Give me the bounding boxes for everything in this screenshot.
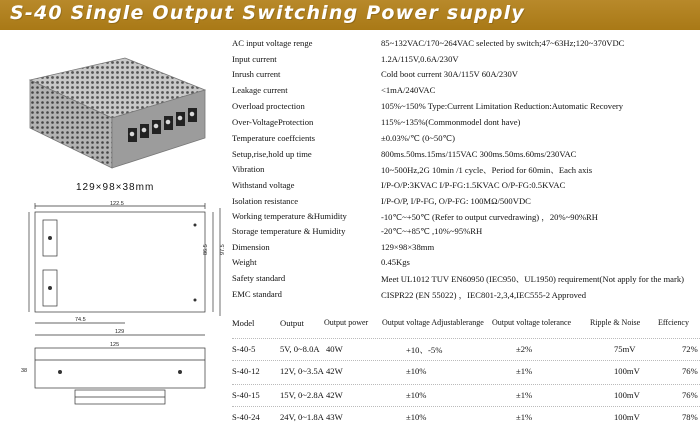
spec-value: I/P-O/P:3KVAC I/P-FG:1.5KVAC O/P-FG:0.5KVAC xyxy=(381,180,566,190)
drawing-label-width: 122.5 xyxy=(110,201,124,207)
spec-value: <1mA/240VAC xyxy=(381,85,436,95)
spec-value: 10~500Hz,2G 10min /1 cycle、Period for 60min、Each axis xyxy=(381,165,593,175)
row-divider xyxy=(232,406,700,407)
table-header-cell: Effciency xyxy=(658,318,689,327)
product-photo xyxy=(20,50,210,175)
table-cell: +10、-5% xyxy=(406,345,443,355)
spec-value: CISPR22 (EN 55022) ，IEC801-2,3,4,IEC555-2 Approved xyxy=(381,290,587,300)
table-header-cell: Ripple & Noise xyxy=(590,318,641,327)
table-cell: ±1% xyxy=(516,412,533,422)
table-cell: 76% xyxy=(682,366,698,376)
spec-label: Weight xyxy=(232,257,257,267)
table-cell: 78% xyxy=(682,412,698,422)
table-cell: 75mV xyxy=(614,344,636,354)
table-cell: S-40-15 xyxy=(232,390,260,400)
spec-value: 1.2A/115V,0.6A/230V xyxy=(381,54,459,64)
spec-value: -20℃~+85℃ ,10%~95%RH xyxy=(381,226,483,236)
spec-label: Storage temperature & Humidity xyxy=(232,226,346,236)
table-cell: 100mV xyxy=(614,366,640,376)
spec-value: 115%~135%(Commonmodel dont have) xyxy=(381,117,521,127)
table-cell: 76% xyxy=(682,390,698,400)
table-cell: S-40-12 xyxy=(232,366,260,376)
spec-label: EMC standard xyxy=(232,289,282,299)
spec-value: Cold boot current 30A/115V 60A/230V xyxy=(381,69,519,79)
drawing-label-74: 74.5 xyxy=(75,317,86,323)
table-header-cell: Model xyxy=(232,318,255,328)
table-cell: 24V, 0~1.8A xyxy=(280,412,324,422)
table-cell: ±1% xyxy=(516,366,533,376)
table-cell: 5V, 0~8.0A xyxy=(280,344,320,354)
spec-label: Temperature coeffcients xyxy=(232,133,315,143)
drawing-label-h2: 97.5 xyxy=(220,244,226,255)
spec-label: Working temperature &Humidity xyxy=(232,211,347,221)
spec-label: Dimension xyxy=(232,242,270,252)
spec-value: 0.45Kgs xyxy=(381,257,410,267)
table-cell: ±10% xyxy=(406,412,427,422)
spec-label: Vibration xyxy=(232,164,265,174)
dimensions-caption: 129×98×38mm xyxy=(76,182,155,193)
spec-label: Safety standard xyxy=(232,273,286,283)
spec-value: 85~132VAC/170~264VAC selected by switch;47~63Hz;120~370VDC xyxy=(381,38,625,48)
spec-label: Input current xyxy=(232,54,277,64)
row-divider xyxy=(232,360,700,361)
drawing-label-38: 38 xyxy=(21,368,28,374)
table-cell: 72% xyxy=(682,344,698,354)
table-cell: ±2% xyxy=(516,344,533,354)
table-cell: S-40-5 xyxy=(232,344,256,354)
drawing-label-length: 125 xyxy=(110,342,120,348)
spec-value: 800ms.50ms.15ms/115VAC 300ms.50ms.60ms/230VAC xyxy=(381,149,577,159)
spec-value: Meet UL1012 TUV EN60950 (IEC950、UL1950) requirement(Not apply for the mark) xyxy=(381,274,685,284)
spec-label: Leakage current xyxy=(232,85,288,95)
table-header-cell: Output voltage tolerance xyxy=(492,318,572,327)
table-cell: 100mV xyxy=(614,412,640,422)
spec-label: Overload proctection xyxy=(232,101,305,111)
table-cell: S-40-24 xyxy=(232,412,260,422)
table-cell: 100mV xyxy=(614,390,640,400)
table-header-cell: Output xyxy=(280,318,304,328)
table-cell: 40W xyxy=(326,344,343,354)
spec-value: -10℃~+50℃ (Refer to output curvedrawing) ，20%~90%RH xyxy=(381,212,598,222)
spec-label: Isolation resistance xyxy=(232,196,299,206)
table-cell: 12V, 0~3.5A xyxy=(280,366,324,376)
title-banner xyxy=(0,0,700,30)
spec-value: ±0.03%/℃ (0~50℃) xyxy=(381,133,456,143)
drawing-label-129: 129 xyxy=(115,329,125,335)
row-divider xyxy=(232,338,700,339)
table-cell: ±10% xyxy=(406,390,427,400)
spec-label: Over-VoltageProtection xyxy=(232,117,314,127)
spec-value: 105%~150% Type:Current Limitation Reduction:Automatic Recovery xyxy=(381,101,624,111)
table-cell: 42W xyxy=(326,366,343,376)
spec-label: Inrush current xyxy=(232,69,281,79)
spec-label: AC input voltage renge xyxy=(232,38,313,48)
table-header-cell: Output power xyxy=(324,318,369,327)
drawing-label-h1: 86.5 xyxy=(203,244,209,255)
table-header-cell: Output voltage Adjustablerange xyxy=(382,318,484,327)
spec-label: Withstand voltage xyxy=(232,180,295,190)
table-cell: ±10% xyxy=(406,366,427,376)
table-cell: 42W xyxy=(326,390,343,400)
table-cell: 43W xyxy=(326,412,343,422)
table-cell: ±1% xyxy=(516,390,533,400)
mechanical-drawing xyxy=(15,200,230,415)
spec-value: I/P-O/P, I/P-FG, O/P-FG: 100MΩ/500VDC xyxy=(381,196,531,206)
spec-value: 129×98×38mm xyxy=(381,242,435,252)
row-divider xyxy=(232,384,700,385)
spec-label: Setup,rise,hold up time xyxy=(232,149,312,159)
page-title: S-40 Single Output Switching Power supply xyxy=(10,2,525,24)
table-cell: 15V, 0~2.8A xyxy=(280,390,324,400)
